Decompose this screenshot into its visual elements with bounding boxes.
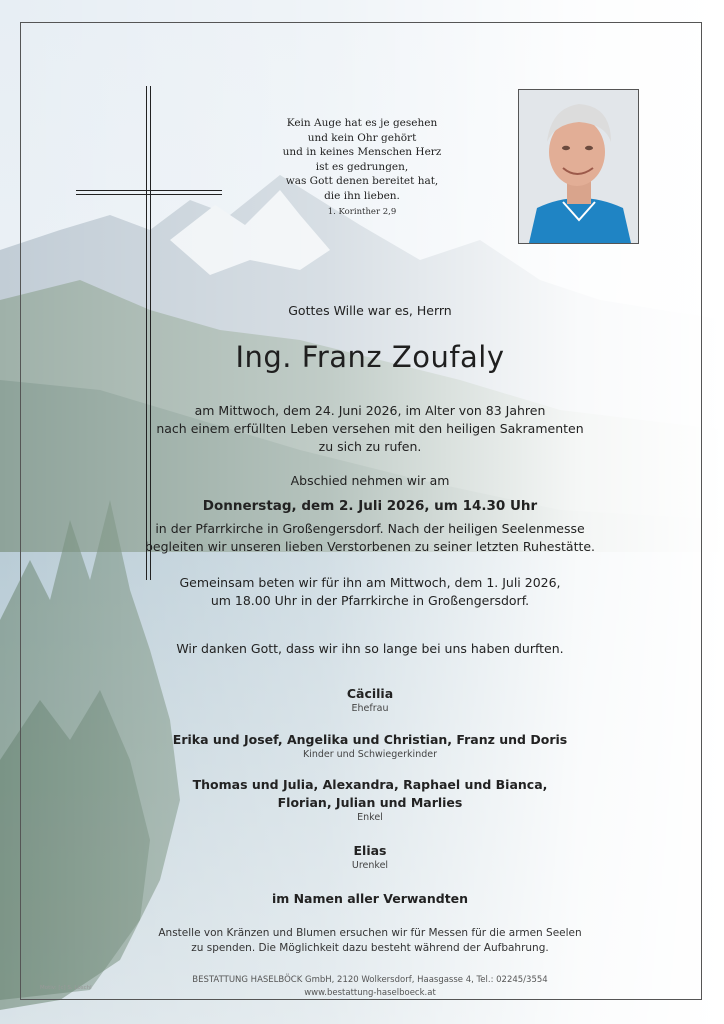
wife-role: Ehefrau xyxy=(351,703,389,714)
verse-line: Kein Auge hat es je gesehen xyxy=(286,117,438,129)
funeral-home-address: BESTATTUNG HASELBÖCK GmbH, 2120 Wolkersdorf, Haasgasse 4, Tel.: 02245/3554 xyxy=(192,975,548,985)
farewell-heading: Abschied nehmen wir am xyxy=(290,473,450,488)
photo-credit: Motiv: [c] S. Löschl xyxy=(40,985,92,991)
verse-line: was Gott denen bereitet hat, xyxy=(285,175,439,187)
grandchildren-role: Enkel xyxy=(357,812,383,823)
death-line-1: am Mittwoch, dem 24. Juni 2026, im Alter von 83 Jahren xyxy=(194,403,546,418)
portrait-photo xyxy=(518,89,639,244)
prayer-line-2: um 18.00 Uhr in der Pfarrkirche in Großengersdorf. xyxy=(210,593,530,608)
cross-bar xyxy=(76,190,222,195)
relatives-text: im Namen aller Verwandten xyxy=(271,891,469,906)
portrait-image xyxy=(519,90,638,243)
children-names: Erika und Josef, Angelika und Christian, Franz und Doris xyxy=(172,732,568,747)
verse-line: die ihn lieben. xyxy=(324,189,400,202)
verse-line: und kein Ohr gehört xyxy=(307,131,417,144)
thanks-text: Wir danken Gott, dass wir ihn so lange bei uns haben durften. xyxy=(176,641,564,656)
note-line-1: Anstelle von Kränzen und Blumen ersuchen wir für Messen für die armen Seelen xyxy=(158,927,582,939)
farewell-line-2: begleiten wir unseren lieben Verstorbenen zu seiner letzten Ruhestätte. xyxy=(144,539,596,554)
verse-line: ist es gedrungen, xyxy=(315,160,409,173)
death-line-2: nach einem erfüllten Leben versehen mit den heiligen Sakramenten xyxy=(156,421,584,436)
verse-reference: 1. Korinther 2,9 xyxy=(327,207,397,217)
death-line-3: zu sich zu rufen. xyxy=(318,439,422,454)
intro-text: Gottes Wille war es, Herrn xyxy=(288,303,452,318)
great-grandchild-role: Urenkel xyxy=(351,860,389,871)
funeral-home-website: www.bestattung-haselboeck.at xyxy=(304,988,436,998)
grandchildren-line-2: Florian, Julian und Marlies xyxy=(277,795,463,810)
children-role: Kinder und Schwiegerkinder xyxy=(302,749,438,760)
grandchildren-line-1: Thomas und Julia, Alexandra, Raphael und Bianca, xyxy=(192,777,548,792)
verse-line: und in keines Menschen Herz xyxy=(282,146,442,158)
bible-verse xyxy=(262,116,462,203)
great-grandchild-name: Elias xyxy=(353,843,387,858)
prayer-line-1: Gemeinsam beten wir für ihn am Mittwoch, dem 1. Juli 2026, xyxy=(179,575,561,590)
farewell-line-1: in der Pfarrkirche in Großengersdorf. Nach der heiligen Seelenmesse xyxy=(155,521,585,536)
deceased-name: Ing. Franz Zoufaly xyxy=(235,340,505,374)
wife-name: Cäcilia xyxy=(346,686,394,701)
note-line-2: zu spenden. Die Möglichkeit dazu besteht während der Aufbahrung. xyxy=(191,942,549,954)
funeral-date: Donnerstag, dem 2. Juli 2026, um 14.30 Uhr xyxy=(202,498,538,514)
